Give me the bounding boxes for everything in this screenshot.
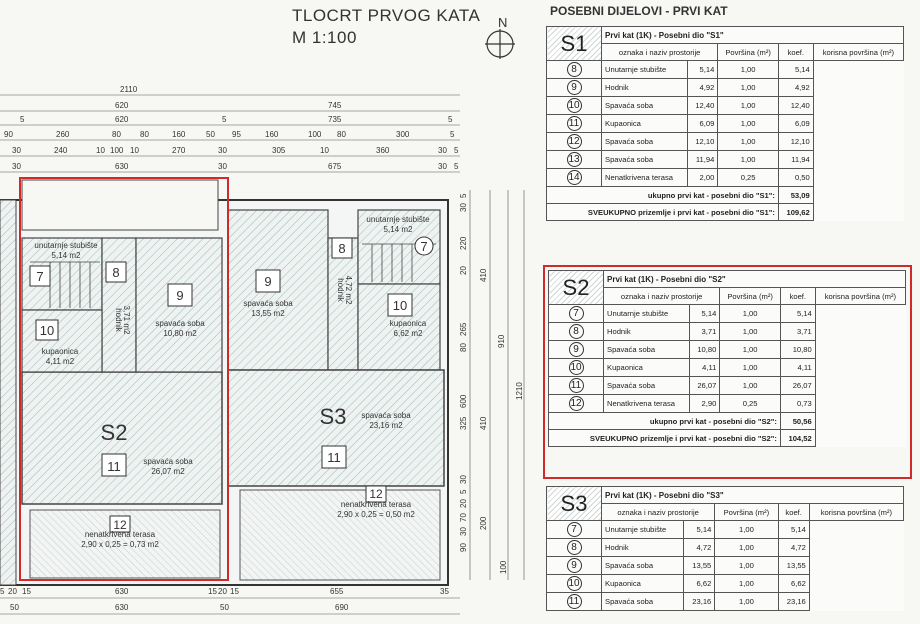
table-row [549, 359, 906, 377]
room-area: 26,07 [690, 377, 720, 395]
dim-text: 265 [459, 322, 468, 336]
dim-text: 20 [8, 587, 17, 596]
room-name: Hodnik [604, 323, 690, 341]
dim-text: 690 [335, 603, 349, 612]
room-koef: 1,00 [715, 521, 778, 539]
room-name: Spavaća soba [602, 593, 684, 611]
bed9-left-label: spavaća soba [155, 319, 205, 328]
dim-text: 745 [328, 101, 342, 110]
bed9-left-area: 10,80 m2 [163, 329, 197, 338]
hall-right-label: hodnik [336, 278, 345, 302]
stair-left-num: 7 [36, 269, 44, 284]
room-area: 6,09 [688, 115, 718, 133]
col-koef: koef. [778, 504, 809, 521]
room-name: Nenatkrivena terasa [604, 395, 690, 413]
table-row [549, 323, 906, 341]
bed9-right-num: 9 [264, 274, 272, 289]
table-row [547, 115, 904, 133]
room-number: 11 [547, 115, 602, 133]
table-row [549, 305, 906, 323]
dim-total-width: 2110 [120, 85, 138, 94]
room-useful-area: 23,16 [778, 593, 809, 611]
total-label: ukupno prvi kat - posebni dio "S1": [547, 187, 779, 204]
dim-text: 20 [218, 587, 227, 596]
room-name: Spavaća soba [604, 341, 690, 359]
dim-text: 50 [10, 603, 19, 612]
vertical-dimension-texts [459, 193, 524, 574]
room-number: 12 [547, 133, 602, 151]
table-row [547, 61, 904, 79]
dim-text: 260 [56, 130, 70, 139]
bath-left-area: 4,11 m2 [45, 357, 75, 366]
dim-text: 270 [172, 146, 186, 155]
table-row [547, 557, 904, 575]
terrace-right-label: nenatkrivena terasa [340, 500, 412, 509]
dim-text: 630 [115, 603, 129, 612]
dim-text: 15 [208, 587, 217, 596]
room-number: 9 [549, 341, 604, 359]
room-koef: 0,25 [718, 169, 779, 187]
dim-text: 655 [330, 587, 344, 596]
room-koef: 1,00 [718, 97, 779, 115]
room-area: 5,14 [688, 61, 718, 79]
room-name: Kupaonica [602, 115, 688, 133]
dim-text: 95 [232, 130, 241, 139]
room-number: 11 [549, 377, 604, 395]
col-name: oznaka i naziv prostorije [602, 44, 718, 61]
dim-text: 160 [265, 130, 279, 139]
room-koef: 1,00 [715, 539, 778, 557]
dim-text: 100 [308, 130, 322, 139]
room-number: 8 [547, 61, 602, 79]
room-name: Kupaonica [604, 359, 690, 377]
room-koef: 1,00 [715, 593, 778, 611]
room-useful-area: 3,71 [780, 323, 815, 341]
terrace-left-area: 2,90 x 0,25 = 0,73 m2 [81, 540, 159, 549]
room-useful-area: 4,72 [778, 539, 809, 557]
unit-code-s2: S2 [549, 271, 604, 305]
dim-text: 5 [450, 130, 455, 139]
dim-text: 80 [140, 130, 149, 139]
dim-text: 620 [115, 101, 129, 110]
table-header: Prvi kat (1K) - Posebni dio "S1" [602, 27, 904, 44]
col-koef: koef. [778, 44, 813, 61]
s2-label: spavaća soba [143, 457, 193, 466]
room-useful-area: 12,10 [778, 133, 813, 151]
room-number: 12 [549, 395, 604, 413]
col-area: Površina (m²) [720, 288, 781, 305]
hall-left-area: 3,71 m2 [122, 305, 131, 335]
room-koef: 1,00 [718, 115, 779, 133]
dim-text: 100 [499, 560, 508, 574]
dim-text: 100 [110, 146, 124, 155]
table-s3 [546, 486, 904, 611]
dim-text: 15 [230, 587, 239, 596]
col-useful: korisna površina (m²) [809, 504, 903, 521]
dim-text: 10 [96, 146, 105, 155]
room-number: 9 [547, 557, 602, 575]
room-number: 10 [547, 97, 602, 115]
terrace-left-num: 12 [113, 518, 127, 532]
bath-right-label: kupaonica [389, 319, 427, 328]
dim-text: 5 [448, 115, 453, 124]
room-area: 12,40 [688, 97, 718, 115]
s2-code: S2 [100, 420, 128, 445]
room-name: Unutarnje stubište [604, 305, 690, 323]
room-useful-area: 0,50 [778, 169, 813, 187]
room-koef: 1,00 [718, 61, 779, 79]
unit-code-s1: S1 [547, 27, 602, 61]
room-area: 10,80 [690, 341, 720, 359]
dim-text: 5 [454, 162, 459, 171]
room-name: Spavaća soba [604, 377, 690, 395]
room-name: Hodnik [602, 79, 688, 97]
room-koef: 0,25 [720, 395, 781, 413]
tables-title: POSEBNI DIJELOVI - PRVI KAT [550, 4, 728, 18]
dim-text: 10 [130, 146, 139, 155]
col-area: Površina (m²) [718, 44, 779, 61]
hall-left-label: hodnik [114, 308, 123, 332]
room-koef: 1,00 [720, 359, 781, 377]
room-useful-area: 6,09 [778, 115, 813, 133]
dim-text: 30 [218, 162, 227, 171]
dim-text: 200 [479, 516, 488, 530]
col-koef: koef. [780, 288, 815, 305]
dim-text: 305 [272, 146, 286, 155]
dim-text: 30 [459, 203, 468, 212]
stair-right-area: 5,14 m2 [383, 225, 413, 234]
room-koef: 1,00 [718, 79, 779, 97]
room-useful-area: 12,40 [778, 97, 813, 115]
room-name: Kupaonica [602, 575, 684, 593]
dim-text: 630 [115, 587, 129, 596]
room-koef: 1,00 [720, 377, 781, 395]
room-name: Spavaća soba [602, 151, 688, 169]
bath-right-num: 10 [392, 298, 408, 313]
total-label: ukupno prvi kat - posebni dio "S2": [549, 413, 781, 430]
room-useful-area: 26,07 [780, 377, 815, 395]
dim-text: 30 [459, 527, 468, 536]
room-koef: 1,00 [715, 575, 778, 593]
room-koef: 1,00 [720, 305, 781, 323]
table-row [547, 79, 904, 97]
col-name: oznaka i naziv prostorije [602, 504, 715, 521]
room-number: 7 [549, 305, 604, 323]
room-koef: 1,00 [715, 557, 778, 575]
room-useful-area: 11,94 [778, 151, 813, 169]
s3-label: spavaća soba [361, 411, 411, 420]
dim-text: 300 [396, 130, 410, 139]
dim-text: 735 [328, 115, 342, 124]
room-area: 11,94 [688, 151, 718, 169]
bed9-right-label: spavaća soba [243, 299, 293, 308]
room-useful-area: 5,14 [780, 305, 815, 323]
room-number: 11 [547, 593, 602, 611]
table-header: Prvi kat (1K) - Posebni dio "S3" [602, 487, 904, 504]
room-name: Nenatkrivena terasa [602, 169, 688, 187]
table-row [549, 341, 906, 359]
hall-right-num: 8 [338, 241, 346, 256]
room-number: 8 [547, 539, 602, 557]
room-koef: 1,00 [720, 341, 781, 359]
dim-text: 5 [459, 193, 468, 198]
room-koef: 1,00 [718, 151, 779, 169]
dim-text: 90 [4, 130, 13, 139]
room-number: 13 [547, 151, 602, 169]
bed9-right-area: 13,55 m2 [251, 309, 285, 318]
dim-text: 30 [438, 146, 447, 155]
total-value: 50,56 [780, 413, 815, 430]
table-row [547, 539, 904, 557]
grand-label: SVEUKUPNO prizemlje i prvi kat - posebni dio "S1": [547, 204, 779, 221]
neighbor-unit-edge [0, 200, 16, 585]
room-area: 4,72 [684, 539, 715, 557]
room-name: Hodnik [602, 539, 684, 557]
dim-text: 10 [320, 146, 329, 155]
room-area: 5,14 [684, 521, 715, 539]
grand-label: SVEUKUPNO prizemlje i prvi kat - posebni dio "S2": [549, 430, 781, 447]
dim-text: 30 [438, 162, 447, 171]
room-koef: 1,00 [720, 323, 781, 341]
dim-text: 80 [112, 130, 121, 139]
table-row [547, 133, 904, 151]
table-row [547, 593, 904, 611]
dim-text: 240 [54, 146, 68, 155]
room-name: Spavaća soba [602, 133, 688, 151]
dim-text: 5 [459, 489, 468, 494]
room-area: 23,16 [684, 593, 715, 611]
dim-text: 20 [459, 499, 468, 508]
s2-num: 11 [107, 459, 121, 474]
dim-text: 30 [218, 146, 227, 155]
room-name: Spavaća soba [602, 557, 684, 575]
table-row [547, 575, 904, 593]
dim-text: 80 [459, 343, 468, 352]
room-number: 10 [549, 359, 604, 377]
dim-text: 35 [440, 587, 449, 596]
room-useful-area: 5,14 [778, 521, 809, 539]
room-area: 4,11 [690, 359, 720, 377]
dim-text: 90 [459, 543, 468, 552]
room-useful-area: 10,80 [780, 341, 815, 359]
plan-scale: M 1:100 [292, 28, 357, 47]
plan-title: TLOCRT PRVOG KATA [292, 6, 481, 25]
stair-right-label: unutarnje stubište [366, 215, 430, 224]
dim-text: 5 [454, 146, 459, 155]
room-name: Unutarnje stubište [602, 521, 684, 539]
notch-top [22, 180, 218, 230]
north-label: N [498, 15, 508, 30]
dim-text: 600 [459, 394, 468, 408]
s2-area: 26,07 m2 [151, 467, 185, 476]
room-useful-area: 13,55 [778, 557, 809, 575]
col-useful: korisna površina (m²) [813, 44, 903, 61]
dim-text: 5 [0, 587, 5, 596]
terrace-right-area: 2,90 x 0,25 = 0,50 m2 [337, 510, 415, 519]
dim-text: 675 [328, 162, 342, 171]
room-area: 5,14 [690, 305, 720, 323]
dim-text: 5 [20, 115, 25, 124]
table-row [549, 377, 906, 395]
grand-value: 104,52 [780, 430, 815, 447]
room-number: 14 [547, 169, 602, 187]
dim-text: 30 [12, 146, 21, 155]
room-area: 12,10 [688, 133, 718, 151]
dim-text: 1210 [515, 382, 524, 400]
unit-code-s3: S3 [547, 487, 602, 521]
dim-text: 410 [479, 268, 488, 282]
table-row [549, 395, 906, 413]
room-useful-area: 5,14 [778, 61, 813, 79]
room-number: 9 [547, 79, 602, 97]
s3-num: 11 [327, 450, 341, 465]
room-koef: 1,00 [718, 133, 779, 151]
dim-text: 70 [459, 513, 468, 522]
dim-text: 360 [376, 146, 390, 155]
s3-code: S3 [319, 404, 347, 429]
dim-text: 15 [22, 587, 31, 596]
dim-text: 325 [459, 416, 468, 430]
dim-text: 220 [459, 236, 468, 250]
dim-text: 50 [220, 603, 229, 612]
table-header: Prvi kat (1K) - Posebni dio "S2" [604, 271, 906, 288]
dim-text: 910 [497, 334, 506, 348]
table-s2 [548, 270, 906, 447]
col-name: oznaka i naziv prostorije [604, 288, 720, 305]
dim-text: 160 [172, 130, 186, 139]
room-useful-area: 4,92 [778, 79, 813, 97]
room-area: 4,92 [688, 79, 718, 97]
table-row [547, 169, 904, 187]
room-area: 13,55 [684, 557, 715, 575]
room-name: Spavaća soba [602, 97, 688, 115]
terrace-left-label: nenatkrivena terasa [84, 530, 156, 539]
room-name: Unutarnje stubište [602, 61, 688, 79]
hall-left-num: 8 [112, 265, 120, 280]
dim-text: 5 [222, 115, 227, 124]
s3-area: 23,16 m2 [369, 421, 403, 430]
room-useful-area: 0,73 [780, 395, 815, 413]
room-area: 3,71 [690, 323, 720, 341]
dim-text: 20 [459, 266, 468, 275]
total-value: 53,09 [778, 187, 813, 204]
col-useful: korisna površina (m²) [815, 288, 905, 305]
stair-left-area: 5,14 m2 [51, 251, 81, 260]
table-row [547, 151, 904, 169]
room-number: 8 [549, 323, 604, 341]
dim-text: 630 [115, 162, 129, 171]
stair-left-label: unutarnje stubište [34, 241, 98, 250]
bath-left-label: kupaonica [41, 347, 79, 356]
bed9-left-num: 9 [176, 288, 184, 303]
dim-text: 50 [206, 130, 215, 139]
stair-right-num: 7 [420, 239, 428, 254]
table-s1 [546, 26, 904, 221]
room-number: 7 [547, 521, 602, 539]
bath-left-num: 10 [39, 323, 55, 338]
hall-right-area: 4,72 m2 [344, 275, 353, 305]
bath-right-area: 6,62 m2 [393, 329, 423, 338]
dim-text: 410 [479, 416, 488, 430]
room-number: 10 [547, 575, 602, 593]
north-arrow-icon [485, 15, 515, 59]
col-area: Površina (m²) [715, 504, 778, 521]
dim-text: 30 [459, 475, 468, 484]
terrace-right-num: 12 [369, 487, 383, 501]
room-area: 2,90 [690, 395, 720, 413]
table-row [547, 97, 904, 115]
dim-text: 30 [12, 162, 21, 171]
room-area: 6,62 [684, 575, 715, 593]
room-area: 2,00 [688, 169, 718, 187]
grand-value: 109,62 [778, 204, 813, 221]
dim-text: 620 [115, 115, 129, 124]
room-useful-area: 4,11 [780, 359, 815, 377]
dim-text: 80 [337, 130, 346, 139]
table-row [547, 521, 904, 539]
room-useful-area: 6,62 [778, 575, 809, 593]
